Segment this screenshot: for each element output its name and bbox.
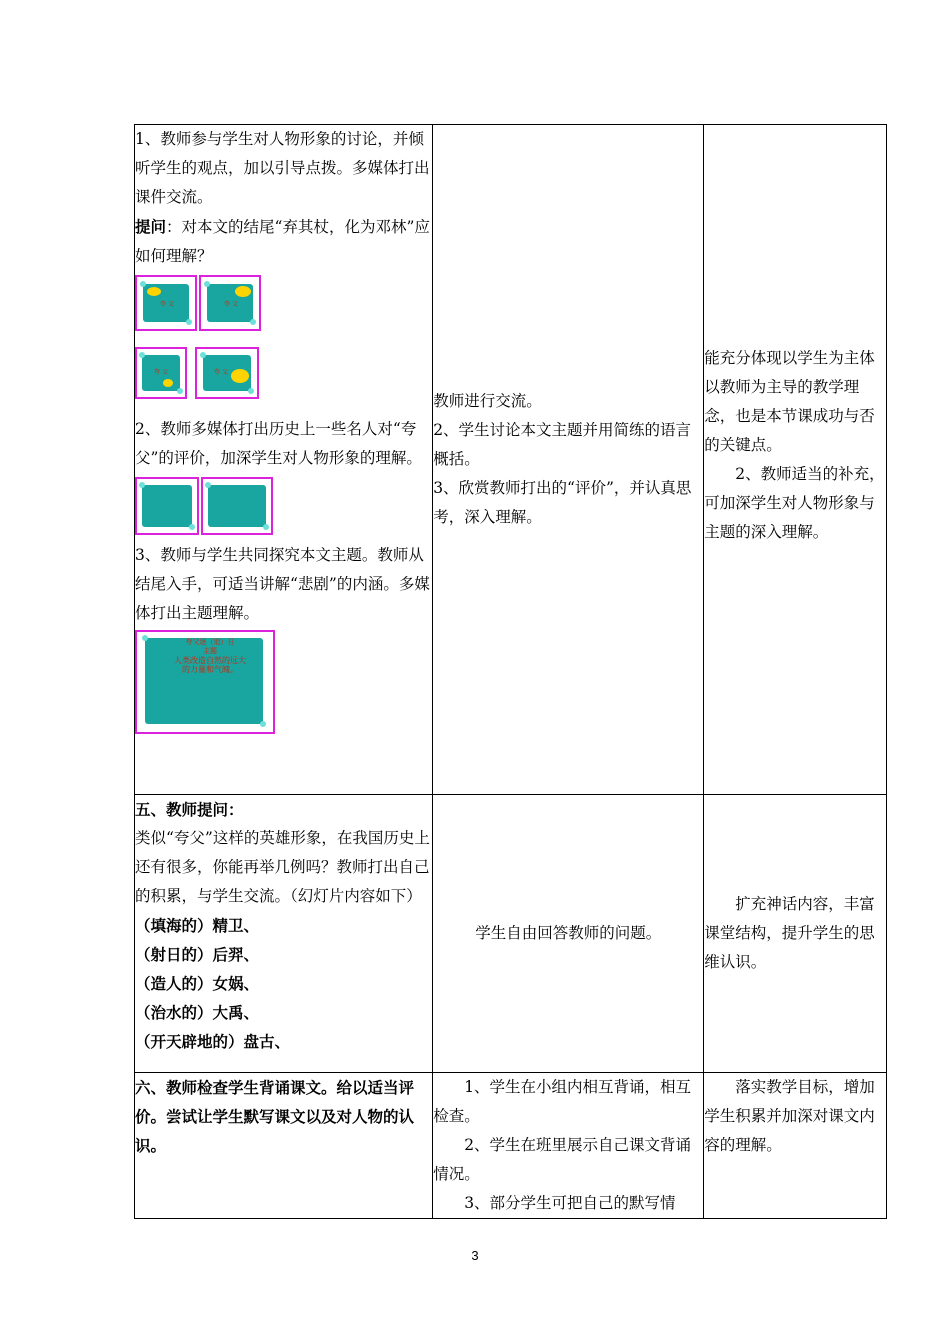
design-intent-text: 落实教学目标，增加学生积累并加深对课文内容的理解。 bbox=[704, 1078, 875, 1154]
list-item: （填海的）精卫、 bbox=[135, 916, 260, 935]
teacher-activity-cell bbox=[135, 125, 433, 795]
question-paragraph bbox=[135, 212, 432, 271]
slide-thumbnail bbox=[199, 275, 261, 331]
section-heading: 六、教师检查学生背诵课文。给以适当评价。尝试让学生默写课文以及对人物的认识。 bbox=[135, 1078, 415, 1155]
section-heading: 五、教师提问： bbox=[135, 800, 244, 819]
slide-thumbnail bbox=[135, 347, 187, 399]
table-row bbox=[135, 1073, 887, 1219]
design-intent-1: 能充分体现以学生为主体以教师为主导的教学理念，也是本节课成功与否的关键点。 bbox=[704, 349, 875, 454]
list-item: （治水的）大禹、 bbox=[135, 1003, 260, 1022]
slide-text: 夸 父 bbox=[154, 369, 168, 376]
slide-thumbnails-3 bbox=[135, 477, 432, 535]
question-text: ：对本文的结尾“弃其杖，化为邓林”应如何理解？ bbox=[135, 218, 430, 265]
design-intent-cell bbox=[704, 125, 887, 795]
teacher-activity-cell bbox=[135, 1073, 433, 1219]
slide-text: 夸 父 bbox=[224, 301, 238, 308]
slide-thumbnail bbox=[195, 347, 259, 399]
design-intent-cell bbox=[704, 1073, 887, 1219]
list-item: （开天辟地的）盘古、 bbox=[135, 1032, 291, 1051]
list-item: （射日的）后羿、 bbox=[135, 945, 260, 964]
slide-thumbnail bbox=[135, 477, 199, 535]
lesson-plan-table bbox=[134, 124, 887, 1219]
teacher-step-1: 1、教师参与学生对人物形象的讨论，并倾听学生的观点，加以引导点拨。多媒体打出课件交流。 bbox=[135, 130, 430, 206]
teacher-question-text: 类似“夸父”这样的英雄形象，在我国历史上还有很多，你能再举几例吗？教师打出自己的积累，与学生交流。（幻灯片内容如下） bbox=[135, 829, 430, 905]
student-step-1: 教师进行交流。 bbox=[433, 392, 542, 410]
slide-thumbnails-1 bbox=[135, 275, 432, 331]
slide-thumbnails-2 bbox=[135, 347, 432, 399]
table-row bbox=[135, 795, 887, 1073]
list-item: （造人的）女娲、 bbox=[135, 974, 260, 993]
student-step-2: 2、学生在班里展示自己课文背诵情况。 bbox=[433, 1136, 692, 1183]
slide-text: 夸 父 bbox=[160, 301, 174, 308]
student-step-3: 3、欣赏教师打出的“评价”，并认真思考，深入理解。 bbox=[433, 479, 692, 526]
design-intent-cell bbox=[704, 795, 887, 1073]
design-intent-text: 扩充神话内容，丰富课堂结构，提升学生的思维认识。 bbox=[704, 895, 875, 971]
teacher-step-3: 3、教师与学生共同探究本文主题。教师从结尾入手，可适当讲解“悲剧”的内涵。多媒体打出主题理解。 bbox=[135, 546, 430, 622]
teacher-activity-cell bbox=[135, 795, 433, 1073]
student-answer-text: 学生自由回答教师的问题。 bbox=[475, 924, 662, 942]
student-step-1: 1、学生在小组内相互背诵，相互检查。 bbox=[433, 1078, 692, 1125]
page-number: 3 bbox=[471, 1248, 479, 1263]
theme-slide-text: 夸父逐（追）日 主题 人类改造自然的远大 的力量和气魄。 bbox=[174, 638, 246, 674]
theme-slide bbox=[135, 630, 275, 734]
student-activity-cell bbox=[433, 125, 704, 795]
question-label: 提问 bbox=[135, 217, 167, 236]
slide-thumbnail bbox=[135, 275, 197, 331]
student-step-2: 2、学生讨论本文主题并用简练的语言概括。 bbox=[433, 421, 692, 468]
teacher-step-2: 2、教师多媒体打出历史上一些名人对“夸父”的评价，加深学生对人物形象的理解。 bbox=[135, 420, 422, 467]
slide-text: 夸 父 bbox=[214, 369, 228, 376]
student-activity-cell bbox=[433, 795, 704, 1073]
student-step-3: 3、部分学生可把自己的默写情 bbox=[464, 1194, 676, 1212]
slide-thumbnail bbox=[201, 477, 273, 535]
student-activity-cell bbox=[433, 1073, 704, 1219]
table-row bbox=[135, 125, 887, 795]
design-intent-2: 2、教师适当的补充，可加深学生对人物形象与主题的深入理解。 bbox=[704, 465, 885, 541]
